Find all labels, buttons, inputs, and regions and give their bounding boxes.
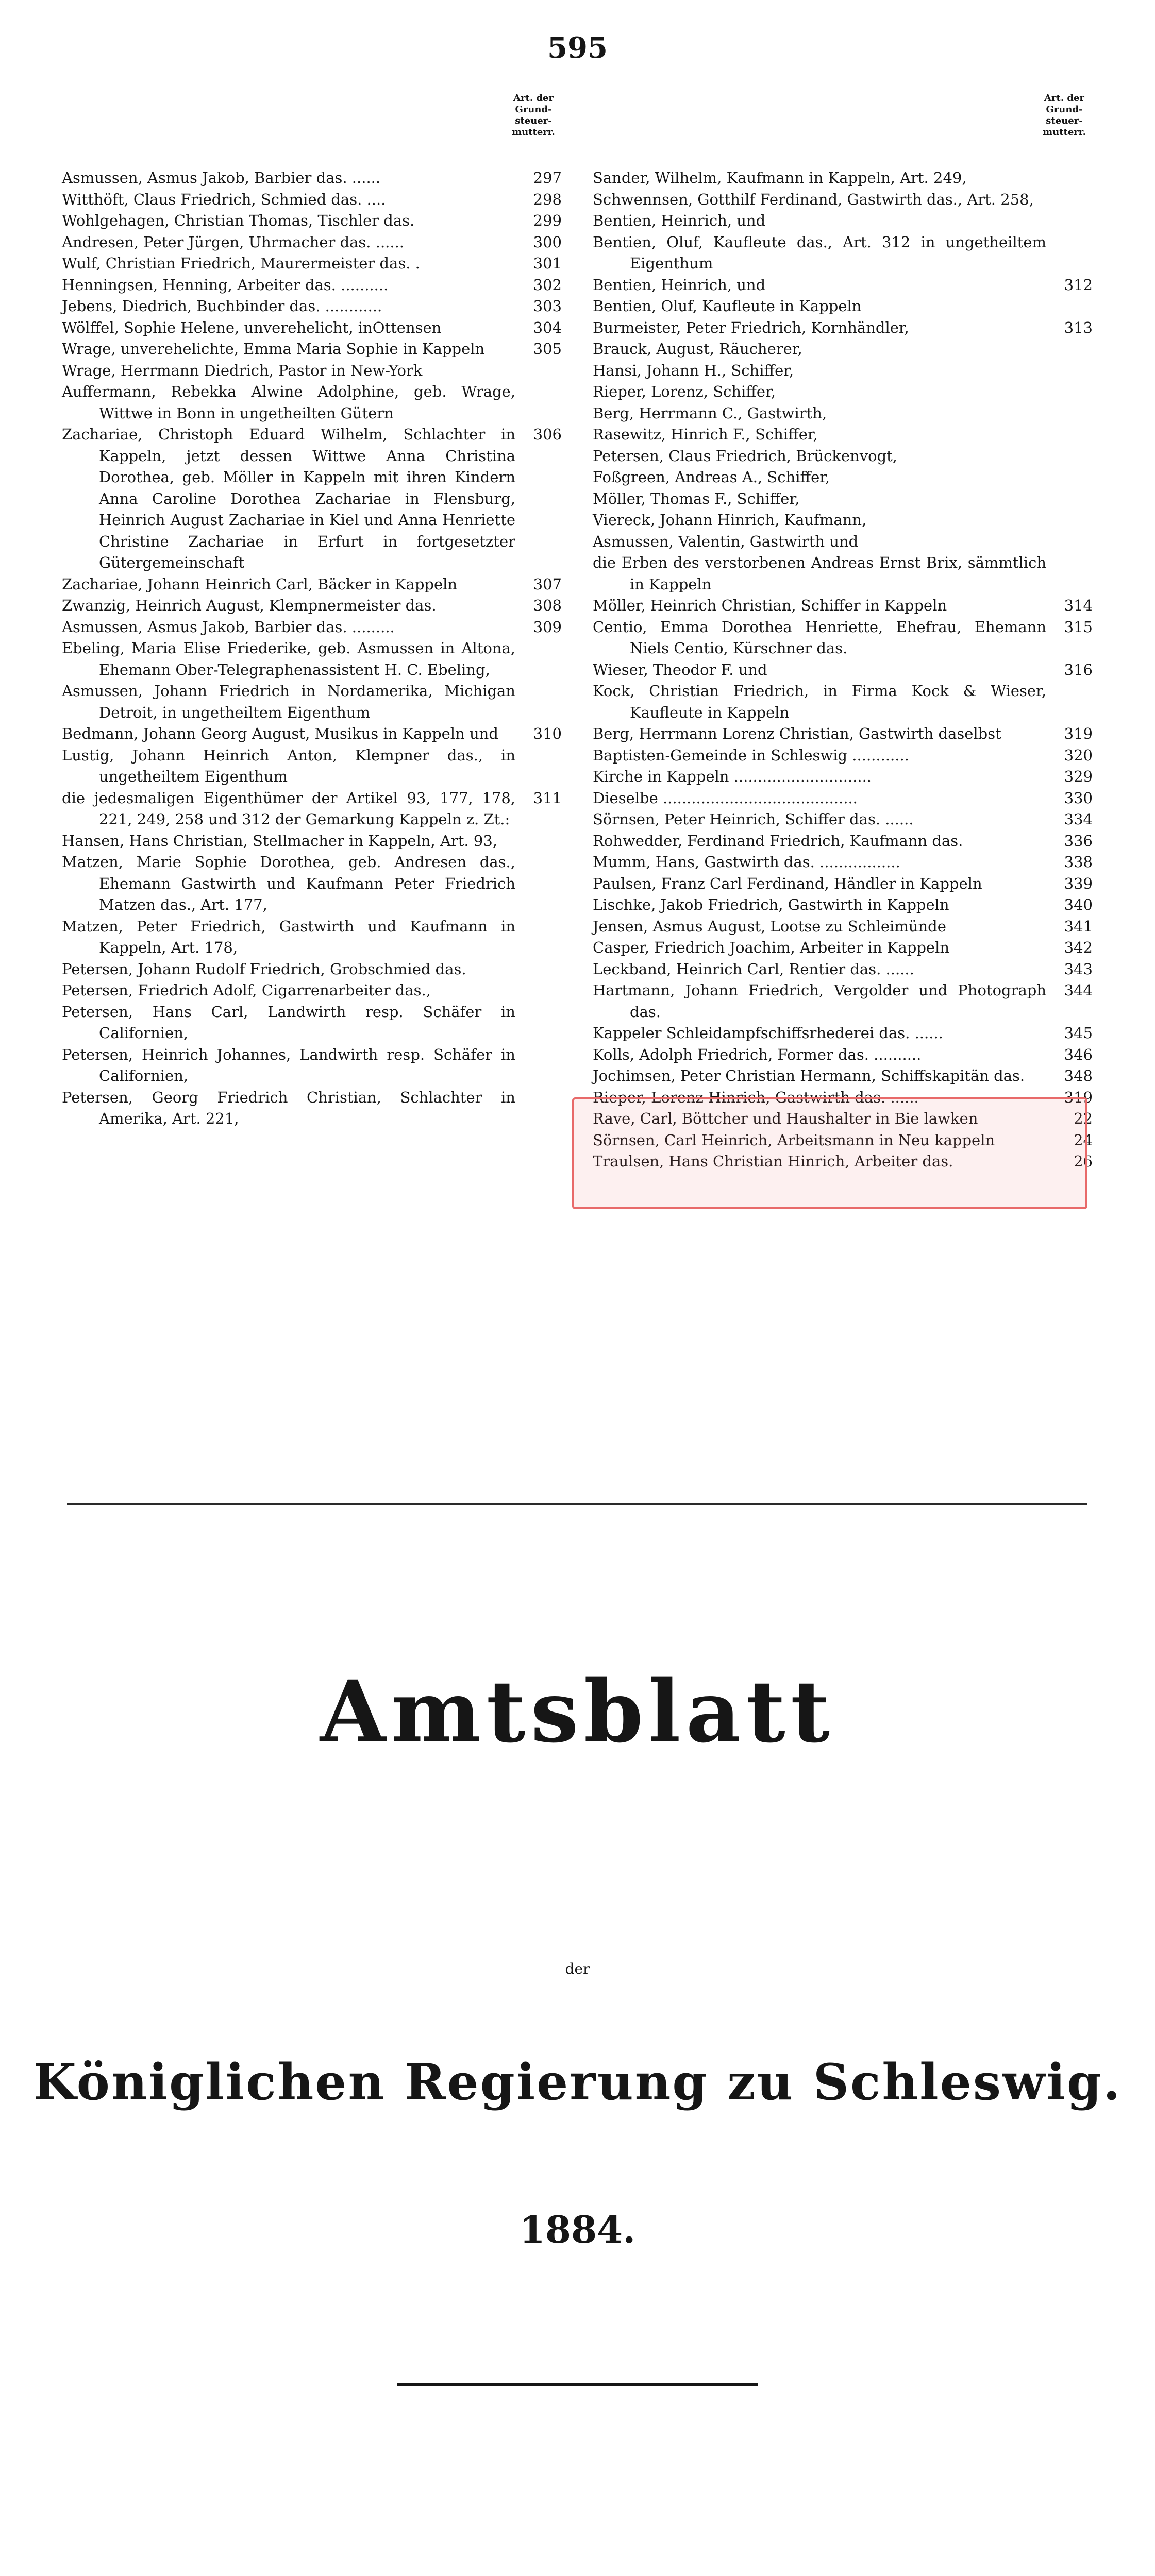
entry-text: Wölffel, Sophie Helene, unverehelicht, inOttensen [62,318,442,336]
entry-text: Petersen, Georg Friedrich Christian, Schlachter in Amerika, Art. 221, [62,1088,515,1127]
list-item [62,1002,562,1044]
entry-text: Paulsen, Franz Carl Ferdinand, Händler in Kappeln [593,874,982,892]
list-item [62,852,562,916]
section-divider [67,1503,1087,1505]
entry-text: Hansen, Hans Christian, Stellmacher in Kappeln, Art. 93, [62,832,497,850]
highlight-box [572,1097,1087,1209]
list-item [62,745,562,788]
list-item [593,681,1093,723]
entry-text: Wohlgehagen, Christian Thomas, Tischler das. [62,212,415,229]
entry-text: Bentien, Heinrich, und [593,276,766,294]
list-item [62,1087,562,1130]
entry-text: Rieper, Lorenz Hinrich, Gastwirth das. ...... [593,1088,919,1106]
list-item [62,788,562,831]
entry-text: Bentien, Oluf, Kaufleute in Kappeln [593,297,862,315]
entry-article-number: 319 [1064,1088,1093,1106]
short-rule [397,2383,758,2386]
entry-article-number: 338 [1064,853,1093,871]
entry-text: Petersen, Hans Carl, Landwirth resp. Schäfer in Californien, [62,1003,515,1042]
list-item [593,873,1093,895]
left-entries [62,167,562,1130]
entry-article-number: 313 [1064,318,1093,336]
entry-article-number: 311 [533,789,562,807]
entry-text: Jochimsen, Peter Christian Hermann, Schiffskapitän das. [593,1067,1025,1084]
list-item [593,381,1093,403]
entry-article-number: 308 [533,597,562,614]
list-item [593,467,1093,488]
entry-article-number: 344 [1064,981,1093,999]
list-item [62,424,562,574]
entry-text: Sörnsen, Peter Heinrich, Schiffer das. ...... [593,810,914,828]
list-item [593,617,1093,659]
amtsblatt-title: Amtsblatt [320,1662,835,1761]
list-item [593,1065,1093,1087]
list-item [593,403,1093,425]
list-item [62,574,562,596]
entry-text: Zachariae, Johann Heinrich Carl, Bäcker in Kappeln [62,575,458,593]
entry-article-number: 342 [1064,939,1093,956]
entry-text: Hartmann, Johann Friedrich, Vergolder und Photograph das. [593,981,1046,1021]
entry-article-number: 329 [1064,768,1093,785]
list-item [593,831,1093,852]
entry-text: Centio, Emma Dorothea Henriette, Ehefrau, Ehemann Niels Centio, Kürschner das. [593,618,1046,657]
entry-article-number: 345 [1064,1024,1093,1042]
entry-article-number: 341 [1064,917,1093,935]
list-item [62,360,562,382]
entry-text: Viereck, Johann Hinrich, Kaufmann, [593,511,867,529]
amtsblatt-year: 1884. [519,2208,636,2251]
list-item [593,788,1093,809]
entry-text: Bentien, Oluf, Kaufleute das., Art. 312 in ungetheiltem Eigenthum [593,233,1046,272]
entry-text: Petersen, Johann Rudolf Friedrich, Grobschmied das. [62,960,466,978]
entry-text: Leckband, Heinrich Carl, Rentier das. ...... [593,960,914,978]
list-item [593,275,1093,296]
entry-text: Wrage, Herrmann Diedrich, Pastor in New-York [62,361,423,379]
list-item [593,510,1093,531]
list-item [62,595,562,617]
list-item [593,595,1093,617]
entry-text: Witthöft, Claus Friedrich, Schmied das. .... [62,190,386,208]
entry-text: Schwennsen, Gotthilf Ferdinand, Gastwirth das., Art. 258, [593,190,1034,208]
entry-article-number: 307 [533,575,562,593]
list-item [62,723,562,745]
entry-article-number: 303 [533,297,562,315]
entry-article-number: 346 [1064,1045,1093,1063]
list-item [62,232,562,253]
entry-text: Casper, Friedrich Joachim, Arbeiter in Kappeln [593,939,950,956]
entry-text: Petersen, Heinrich Johannes, Landwirth resp. Schäfer in Californien, [62,1045,515,1084]
entry-article-number: 316 [1064,660,1093,679]
list-item [62,381,562,424]
entry-article-number: 26 [1074,1153,1093,1170]
entry-article-number: 314 [1064,597,1093,614]
entry-article-number: 300 [533,233,562,251]
list-item [593,1044,1093,1066]
entry-article-number: 22 [1074,1110,1093,1127]
list-item [62,275,562,296]
list-item [62,638,562,681]
list-item [593,894,1093,916]
entry-article-number: 301 [533,255,562,272]
entry-article-number: 330 [1064,789,1093,807]
entry-text: Wieser, Theodor F. und [593,660,767,679]
entry-text: Ebeling, Maria Elise Friederike, geb. Asmussen in Altona, Ehemann Ober-Telegraphenassistent H. C. Ebeling, [62,639,515,679]
entry-text: Rasewitz, Hinrich F., Schiffer, [593,426,818,443]
entry-text: Bedmann, Johann Georg August, Musikus in Kappeln und [62,725,498,742]
list-item [62,317,562,339]
list-item [62,1044,562,1087]
amtsblatt-organization: Königlichen Regierung zu Schleswig. [33,2053,1122,2111]
entry-text: Jensen, Asmus August, Lootse zu Schleimünde [593,917,946,935]
entry-article-number: 309 [533,618,562,636]
list-item [62,831,562,852]
column-header: Art. der Grund- steuer- mutterr. [1043,93,1086,138]
entry-article-number: 302 [533,276,562,294]
amtsblatt-der: der [565,1960,590,1977]
entry-text: Kirche in Kappeln ............................. [593,768,872,785]
list-item [593,552,1093,595]
entry-article-number: 306 [533,426,562,443]
entry-text: Lustig, Johann Heinrich Anton, Klempner das., in ungetheiltem Eigenthum [62,746,515,785]
entry-text: Mumm, Hans, Gastwirth das. ................. [593,853,900,871]
list-item [593,852,1093,873]
entry-text: Burmeister, Peter Friedrich, Kornhändler, [593,318,909,336]
list-item [593,167,1093,189]
entry-text: Rohwedder, Ferdinand Friedrich, Kaufmann das. [593,832,963,850]
entry-text: Asmussen, Asmus Jakob, Barbier das. ...... [62,169,381,187]
entry-text: Sander, Wilhelm, Kaufmann in Kappeln, Art. 249, [593,169,967,187]
right-entries [593,167,1093,1173]
entry-article-number: 343 [1064,960,1093,978]
entry-text: Berg, Herrmann Lorenz Christian, Gastwirth daselbst [593,725,1001,742]
entry-text: Asmussen, Valentin, Gastwirth und [593,532,859,550]
entry-text: Auffermann, Rebekka Alwine Adolphine, geb. Wrage, Wittwe in Bonn in ungetheilten Gütern [62,383,515,422]
list-item [593,959,1093,980]
entry-text: Berg, Herrmann C., Gastwirth, [593,404,827,422]
list-item [62,916,562,959]
list-item [593,446,1093,467]
entry-article-number: 340 [1064,896,1093,913]
entry-text: Dieselbe ......................................... [593,789,858,807]
entry-text: Baptisten-Gemeinde in Schleswig ............ [593,746,909,764]
entry-text: Matzen, Peter Friedrich, Gastwirth und Kaufmann in Kappeln, Art. 178, [62,917,515,956]
entry-text: Zwanzig, Heinrich August, Klempnermeister das. [62,597,437,614]
entry-text: Rave, Carl, Böttcher und Haushalter in Bie lawken [593,1110,978,1127]
list-item [593,1023,1093,1044]
list-item [593,210,1093,232]
entry-text: Brauck, August, Räucherer, [593,340,802,358]
entry-article-number: 319 [1064,725,1093,742]
entry-article-number: 320 [1064,746,1093,764]
entry-text: Petersen, Friedrich Adolf, Cigarrenarbeiter das., [62,981,431,999]
list-item [593,980,1093,1023]
list-item [593,317,1093,339]
list-item [593,723,1093,745]
list-item [593,916,1093,938]
entry-text: Rieper, Lorenz, Schiffer, [593,383,776,400]
entry-article-number: 336 [1064,832,1093,850]
list-item [593,488,1093,510]
list-item [593,424,1093,446]
list-item [593,809,1093,831]
entry-text: Andresen, Peter Jürgen, Uhrmacher das. ...... [62,233,405,251]
entry-text: Hansi, Johann H., Schiffer, [593,361,794,379]
entry-text: Wulf, Christian Friedrich, Maurermeister das. . [62,255,420,272]
entry-article-number: 305 [533,340,562,358]
entry-article-number: 334 [1064,810,1093,828]
entry-text: Jebens, Diedrich, Buchbinder das. ............ [62,297,382,315]
entry-article-number: 299 [533,212,562,229]
entry-text: Kappeler Schleidampfschiffsrhederei das. ...... [593,1024,943,1042]
entry-text: Lischke, Jakob Friedrich, Gastwirth in Kappeln [593,896,949,913]
entry-article-number: 24 [1074,1131,1093,1149]
list-item [593,659,1093,681]
list-item [593,360,1093,382]
list-item [62,338,562,360]
entry-article-number: 298 [533,190,562,208]
entry-text: Möller, Heinrich Christian, Schiffer in Kappeln [593,597,947,614]
entry-text: Sörnsen, Carl Heinrich, Arbeitsmann in Neu kappeln [593,1131,995,1149]
entry-text: Wrage, unverehelichte, Emma Maria Sophie in Kappeln [62,340,485,358]
list-item [62,980,562,1002]
entry-text: die Erben des verstorbenen Andreas Ernst Brix, sämmtlich in Kappeln [593,554,1046,593]
list-item [62,210,562,232]
list-item [593,296,1093,317]
entry-text: Bentien, Heinrich, und [593,212,766,229]
list-item [593,338,1093,360]
entry-text: Foßgreen, Andreas A., Schiffer, [593,468,830,486]
list-item [593,766,1093,788]
list-item [62,681,562,723]
list-item [593,937,1093,959]
page-number: 595 [547,31,608,65]
entry-text: Asmussen, Asmus Jakob, Barbier das. ......... [62,618,395,636]
entry-text: Kock, Christian Friedrich, in Firma Kock & Wieser, Kaufleute in Kappeln [593,682,1046,721]
column-header: Art. der Grund- steuer- mutterr. [512,93,555,138]
entry-text: die jedesmaligen Eigenthümer der Artikel 93, 177, 178, 221, 249, 258 und 312 der Gemarkung Kappeln z. Zt.: [62,789,515,828]
entry-article-number: 348 [1064,1067,1093,1084]
entry-article-number: 304 [533,318,562,336]
list-item [62,189,562,211]
list-item [62,296,562,317]
entry-text: Kolls, Adolph Friedrich, Former das. .......... [593,1045,922,1063]
entry-text: Petersen, Claus Friedrich, Brückenvogt, [593,447,898,465]
entry-article-number: 315 [1064,618,1093,636]
list-item [593,189,1093,211]
entry-text: Möller, Thomas F., Schiffer, [593,489,800,507]
list-item [593,745,1093,767]
list-item [62,167,562,189]
list-item [62,959,562,980]
entry-article-number: 310 [533,725,562,742]
list-item [593,232,1093,275]
entry-article-number: 312 [1064,276,1093,294]
entry-text: Traulsen, Hans Christian Hinrich, Arbeiter das. [593,1153,953,1170]
entry-article-number: 297 [533,169,562,187]
entry-text: Asmussen, Johann Friedrich in Nordamerika, Michigan Detroit, in ungetheiltem Eigenthum [62,682,515,721]
entry-article-number: 339 [1064,874,1093,892]
entry-text: Zachariae, Christoph Eduard Wilhelm, Schlachter in Kappeln, jetzt dessen Wittwe Anna Christina Dorothea, geb. Möller in Kappeln mit ihren Kindern Anna Caroline Dorothea Zachariae in Flensburg, Heinrich August Zachariae in Kiel und Anna Henriette Christine Zachariae in Erfurt in fortgesetzter Gütergemeinschaft [62,426,515,571]
list-item [62,617,562,638]
entry-text: Matzen, Marie Sophie Dorothea, geb. Andresen das., Ehemann Gastwirth und Kaufmann Peter Friedrich Matzen das., Art. 177, [62,853,515,913]
list-item [593,531,1093,553]
list-item [62,253,562,275]
entry-text: Henningsen, Henning, Arbeiter das. .......... [62,276,389,294]
